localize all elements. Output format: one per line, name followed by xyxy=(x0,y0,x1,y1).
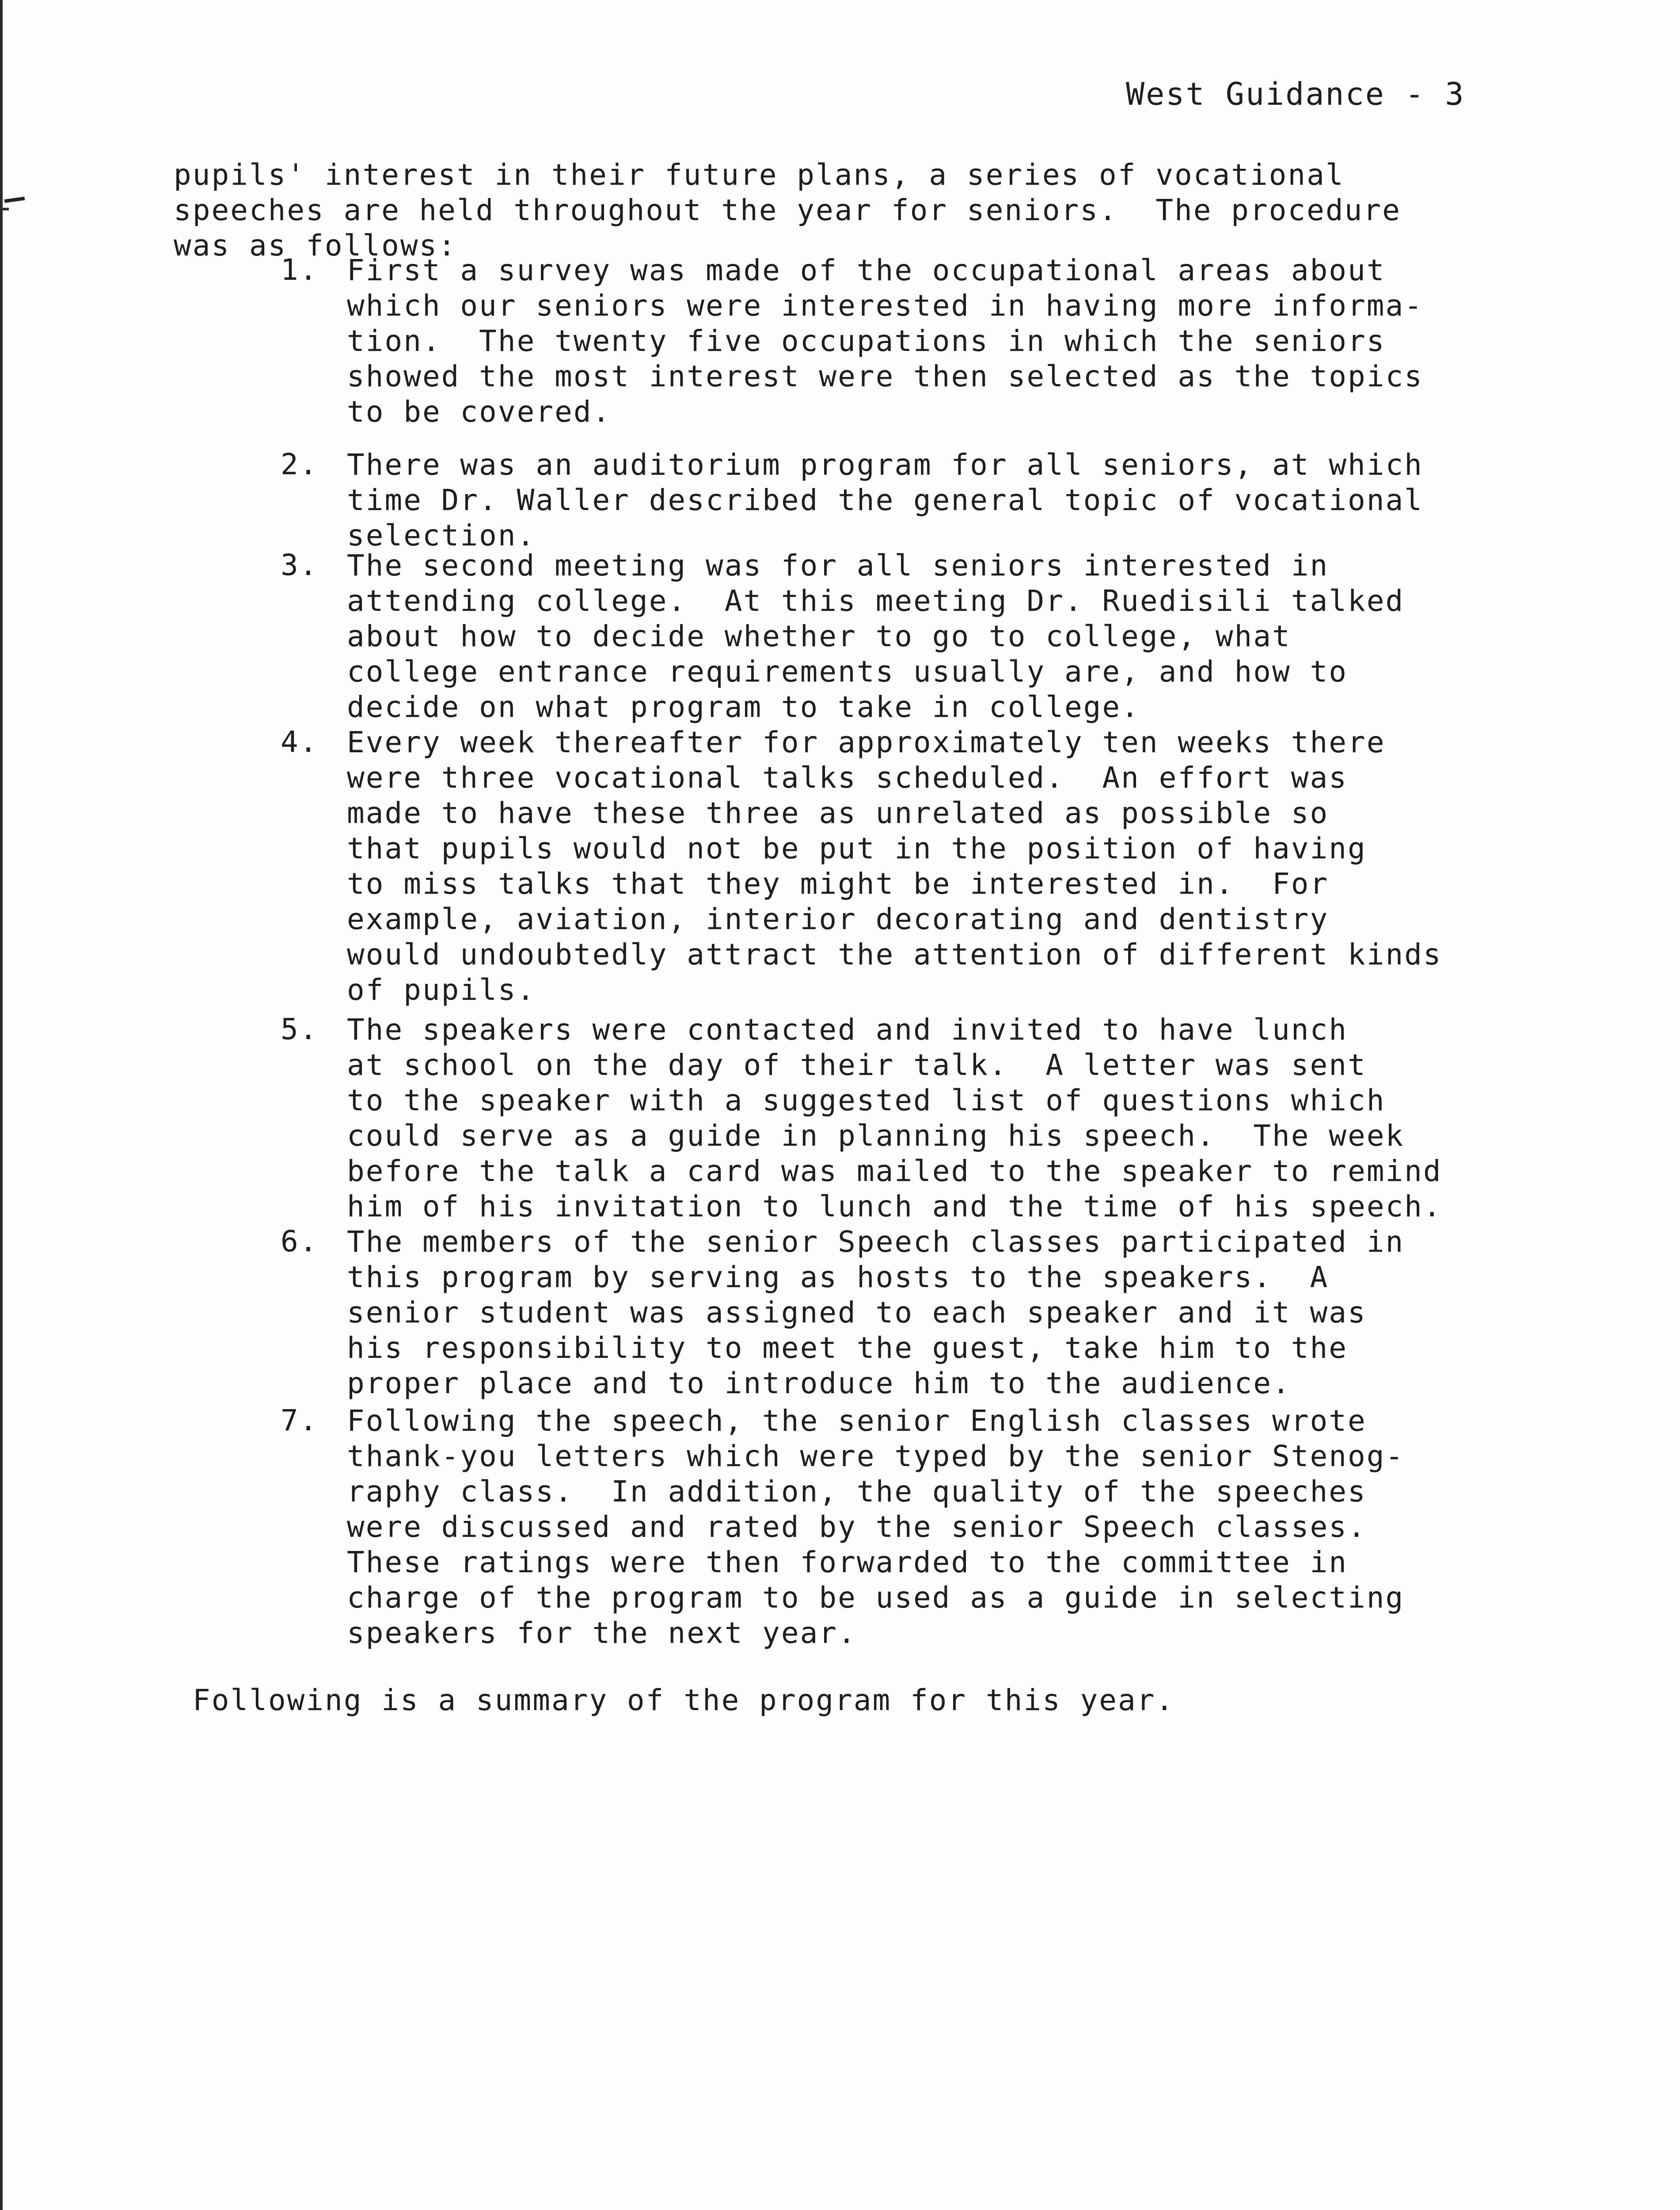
item-line: These ratings were then forwarded to the committee in xyxy=(347,1545,1348,1579)
intro-paragraph xyxy=(174,157,1588,263)
margin-mark xyxy=(4,197,25,203)
item-line: to miss talks that they might be interested in. For xyxy=(347,867,1329,901)
item-line: could serve as a guide in planning his speech. The week xyxy=(347,1119,1405,1153)
item-line: The speakers were contacted and invited to have lunch xyxy=(347,1013,1348,1047)
item-number: 4. xyxy=(281,725,319,759)
item-line: The members of the senior Speech classes participated in xyxy=(347,1225,1405,1259)
item-text xyxy=(347,1012,1628,1224)
item-text xyxy=(347,253,1628,430)
item-line: at school on the day of their talk. A letter was sent xyxy=(347,1048,1367,1082)
item-line: about how to decide whether to go to college, what xyxy=(347,619,1291,653)
item-line: raphy class. In addition, the quality of the speeches xyxy=(347,1475,1367,1509)
item-line: to be covered. xyxy=(347,395,612,429)
margin-tick xyxy=(3,208,9,210)
item-line: which our seniors were interested in having more informa- xyxy=(347,289,1423,323)
item-line: speakers for the next year. xyxy=(347,1616,857,1650)
item-number: 3. xyxy=(281,548,319,582)
item-line: attending college. At this meeting Dr. Ruedisili talked xyxy=(347,584,1405,618)
item-line: The second meeting was for all seniors interested in xyxy=(347,549,1329,583)
item-line: would undoubtedly attract the attention of different kinds xyxy=(347,937,1442,972)
page-left-edge xyxy=(0,0,3,2210)
item-text xyxy=(347,1224,1628,1401)
item-line: decide on what program to take in college. xyxy=(347,690,1140,724)
item-number: 2. xyxy=(281,447,319,481)
item-text xyxy=(347,725,1628,1008)
item-line: example, aviation, interior decorating and dentistry xyxy=(347,902,1329,936)
item-line: charge of the program to be used as a guide in selecting xyxy=(347,1581,1405,1615)
item-line: There was an auditorium program for all seniors, at which xyxy=(347,448,1423,482)
item-line: tion. The twenty five occupations in which the seniors xyxy=(347,324,1386,358)
item-line: were discussed and rated by the senior Speech classes. xyxy=(347,1510,1367,1544)
item-number: 7. xyxy=(281,1403,319,1437)
item-number: 1. xyxy=(281,253,319,287)
item-text xyxy=(347,1403,1628,1651)
item-line: selection. xyxy=(347,518,536,552)
item-line: him of his invitation to lunch and the time of his speech. xyxy=(347,1189,1442,1223)
item-line: First a survey was made of the occupational areas about xyxy=(347,253,1386,287)
item-line: that pupils would not be put in the position of having xyxy=(347,831,1367,865)
item-number: 5. xyxy=(281,1012,319,1046)
item-line: time Dr. Waller described the general topic of vocational xyxy=(347,483,1423,517)
intro-line: speeches are held throughout the year for seniors. The procedure xyxy=(174,193,1401,227)
item-number: 6. xyxy=(281,1224,319,1258)
item-line: to the speaker with a suggested list of questions which xyxy=(347,1083,1386,1117)
item-line: his responsibility to meet the guest, take him to the xyxy=(347,1331,1348,1365)
item-text xyxy=(347,548,1628,725)
closing-sentence: Following is a summary of the program for this year. xyxy=(193,1683,1175,1717)
intro-line: was as follows: xyxy=(174,229,457,263)
running-head: West Guidance - 3 xyxy=(1126,76,1465,112)
item-line: thank-you letters which were typed by the senior Stenog- xyxy=(347,1439,1405,1473)
item-line: Following the speech, the senior English classes wrote xyxy=(347,1404,1367,1438)
item-line: college entrance requirements usually are, and how to xyxy=(347,655,1348,689)
item-text xyxy=(347,447,1628,553)
item-line: made to have these three as unrelated as possible so xyxy=(347,796,1329,830)
item-line: proper place and to introduce him to the audience. xyxy=(347,1366,1291,1400)
item-line: before the talk a card was mailed to the speaker to remind xyxy=(347,1154,1442,1188)
item-line: of pupils. xyxy=(347,973,536,1007)
item-line: Every week thereafter for approximately ten weeks there xyxy=(347,725,1386,759)
item-line: senior student was assigned to each speaker and it was xyxy=(347,1296,1367,1330)
item-line: showed the most interest were then selected as the topics xyxy=(347,359,1423,393)
item-line: this program by serving as hosts to the speakers. A xyxy=(347,1260,1329,1294)
intro-line: pupils' interest in their future plans, a series of vocational xyxy=(174,158,1345,192)
item-line: were three vocational talks scheduled. An effort was xyxy=(347,761,1348,795)
